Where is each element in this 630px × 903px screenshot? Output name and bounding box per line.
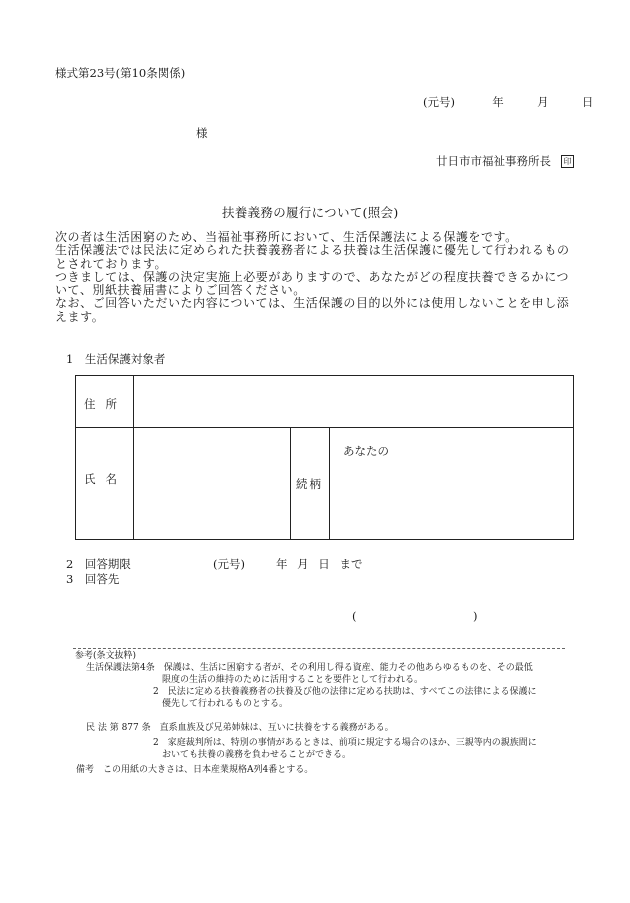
body-paragraph-2: 生活保護法では民法に定められた扶養義務者による扶養は生活保護に優先して行われるものとされております。 xyxy=(55,243,570,271)
section3-heading: 3 回答先 xyxy=(66,572,120,586)
reference-line: 民 法 第 877 条 直系血族及び兄弟姉妹は、互いに扶養をする義務がある。 xyxy=(86,723,394,733)
due-date-suffix: 年 月 日 まで xyxy=(276,557,363,571)
reference-line: 2 家庭裁判所は、特別の事情があるときは、前項に規定する場合のほか、三親等内の親族間に xyxy=(153,738,537,748)
seal-mark: 印 xyxy=(561,155,574,168)
section2-heading: 2 回答期限 xyxy=(66,557,131,571)
table-divider-relation xyxy=(329,427,330,539)
body-paragraph-3: つきましては、保護の決定実施上必要がありますので、あなたがどの程度扶養できるかについて、別紙扶養届書によりご回答ください。 xyxy=(55,269,570,298)
subject-table xyxy=(75,375,574,540)
reference-divider xyxy=(73,648,565,649)
reference-line: 限度の生活の維持のために活用することを要件として行われる。 xyxy=(162,675,424,685)
sender xyxy=(436,153,574,169)
body-paragraph-1: 次の者は生活困窮のため、当福祉事務所において、生活保護法による保護をです。 xyxy=(55,230,518,244)
reference-line: 2 民法に定める扶養義務者の扶養及び他の法律に定める扶助は、すべてこの法律による保護に xyxy=(153,687,537,697)
reply-paren-open: ( xyxy=(352,609,357,623)
address-label: 住所 xyxy=(84,397,127,411)
document-title: 扶養義務の履行について(照会) xyxy=(222,205,399,220)
form-number: 様式第23号(第10条関係) xyxy=(55,66,186,80)
date-month: 月 xyxy=(537,95,549,109)
body-paragraph-4: なお、ご回答いただいた内容については、生活保護の目的以外には使用しないことを申し添えます。 xyxy=(55,296,570,324)
reference-line: 備考 この用紙の大きさは、日本産業規格A列4番とする。 xyxy=(76,765,314,775)
reference-line: 生活保護法第4条 保護は、生活に困窮する者が、その利用し得る資産、能力その他あらゆるものを、その最低 xyxy=(86,663,533,673)
date-line xyxy=(423,94,593,110)
body-text xyxy=(55,231,575,324)
date-era: (元号) xyxy=(423,95,455,109)
section1-heading: 1 生活保護対象者 xyxy=(66,352,166,366)
reference-line: おいても扶養の義務を負わせることができる。 xyxy=(162,750,352,760)
table-divider-horizontal xyxy=(76,427,573,428)
due-era: (元号) xyxy=(213,557,245,571)
relation-hint: あなたの xyxy=(343,444,389,458)
table-divider-name xyxy=(290,427,291,539)
reply-paren-close: ) xyxy=(473,609,478,623)
name-label: 氏名 xyxy=(84,472,127,486)
reference-line: 優先して行われるものとする。 xyxy=(162,699,289,709)
relation-label: 続柄 xyxy=(296,477,323,491)
addressee-suffix: 様 xyxy=(196,126,208,140)
date-year: 年 xyxy=(492,95,504,109)
table-divider-label xyxy=(133,376,134,539)
date-day: 日 xyxy=(581,95,594,109)
sender-name: 廿日市市福祉事務所長 xyxy=(436,154,551,168)
reference-title: 参考(条文抜粋) xyxy=(75,651,137,661)
